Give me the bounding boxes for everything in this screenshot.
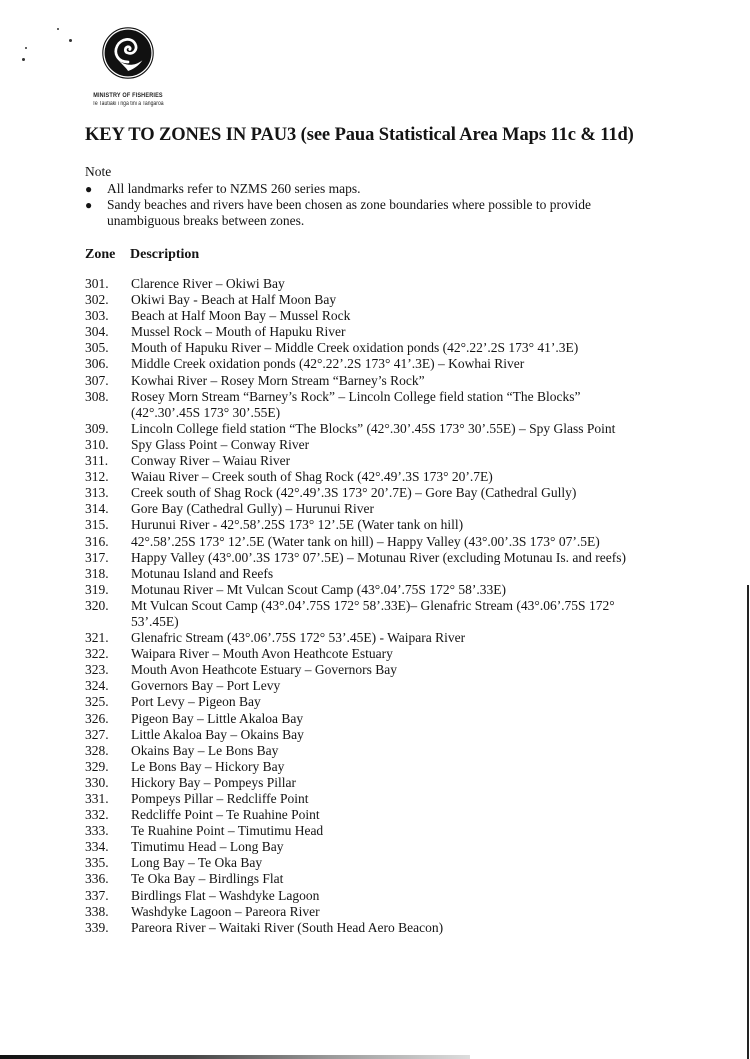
table-row (85, 566, 645, 582)
zone-number: 316. (85, 533, 109, 549)
scan-edge-line (0, 1055, 470, 1059)
zone-number: 336. (85, 871, 109, 887)
zone-number: 324. (85, 678, 109, 694)
zone-number: 310. (85, 436, 109, 452)
zone-description: Port Levy – Pigeon Bay (131, 694, 261, 710)
table-row (85, 630, 645, 646)
table-row (85, 485, 645, 501)
table-row (85, 694, 645, 710)
note-text: All landmarks refer to NZMS 260 series maps. (107, 181, 361, 196)
zone-description: Conway River – Waiau River (131, 453, 291, 469)
table-row (85, 501, 645, 517)
zone-description: Redcliffe Point – Te Ruahine Point (131, 807, 320, 823)
zone-description: Long Bay – Te Oka Bay (131, 855, 263, 871)
table-row (85, 437, 645, 453)
zone-list (85, 276, 645, 936)
table-row (85, 839, 645, 855)
table-row (85, 550, 645, 566)
zone-number: 325. (85, 694, 109, 710)
zone-number: 320. (85, 597, 109, 613)
zone-description: Lincoln College field station “The Blocks” (42°.30’.45S 173° 30’.55E) – Spy Glass Point (131, 420, 616, 436)
table-row (85, 855, 645, 871)
zone-description: Hurunui River - 42°.58’.25S 173° 12’.5E (Water tank on hill) (131, 517, 464, 533)
table-row (85, 469, 645, 485)
zone-description: Middle Creek oxidation ponds (42°.22’.2S 173° 41’.3E) – Kowhai River (131, 356, 525, 372)
zone-number: 315. (85, 517, 109, 533)
zone-description: Mouth Avon Heathcote Estuary – Governors Bay (131, 662, 397, 678)
table-row (85, 727, 645, 743)
zone-number: 314. (85, 501, 109, 517)
note-item (85, 181, 645, 197)
zone-description: Beach at Half Moon Bay – Mussel Rock (131, 308, 351, 324)
zone-description: Okains Bay – Le Bons Bay (131, 742, 279, 758)
zone-number: 308. (85, 388, 109, 404)
table-row (85, 292, 645, 308)
scan-speck (25, 47, 27, 49)
zone-number: 338. (85, 903, 109, 919)
table-row (85, 340, 645, 356)
koru-fish-logo-icon (101, 26, 155, 80)
scan-speck (69, 39, 72, 42)
table-row (85, 807, 645, 823)
table-row (85, 308, 645, 324)
zone-number: 334. (85, 839, 109, 855)
table-row (85, 678, 645, 694)
note-item (85, 197, 645, 229)
column-header-description: Description (130, 247, 200, 262)
zone-description: Motunau Island and Reefs (131, 565, 274, 581)
table-row (85, 421, 645, 437)
zone-description: Okiwi Bay - Beach at Half Moon Bay (131, 292, 337, 308)
zone-number: 335. (85, 855, 109, 871)
zone-description: Timutimu Head – Long Bay (131, 839, 284, 855)
zone-description: Mouth of Hapuku River – Middle Creek oxidation ponds (42°.22’.2S 173° 41’.3E) (131, 340, 579, 356)
table-row (85, 646, 645, 662)
zone-number: 305. (85, 340, 109, 356)
zone-number: 313. (85, 485, 109, 501)
note-label: Note (85, 164, 112, 179)
zone-number: 326. (85, 710, 109, 726)
table-row (85, 324, 645, 340)
table-row (85, 775, 645, 791)
scan-edge-line (747, 585, 749, 1059)
zone-description: Pigeon Bay – Little Akaloa Bay (131, 710, 304, 726)
zone-description: Mt Vulcan Scout Camp (43°.04’.75S 172° 58’.33E)– Glenafric Stream (43°.06’.75S 172° 53’.45E) (131, 597, 615, 629)
table-row (85, 823, 645, 839)
table-row (85, 534, 645, 550)
scan-speck (22, 58, 25, 61)
zone-number: 317. (85, 549, 109, 565)
ministry-logo-block (78, 26, 178, 107)
table-row (85, 871, 645, 887)
zone-number: 329. (85, 758, 109, 774)
zone-description: Washdyke Lagoon – Pareora River (131, 903, 320, 919)
scan-speck (57, 28, 59, 30)
zone-number: 327. (85, 726, 109, 742)
zone-number: 337. (85, 887, 109, 903)
zone-number: 318. (85, 565, 109, 581)
zone-description: Creek south of Shag Rock (42°.49’.3S 173° 20’.7E) – Gore Bay (Cathedral Gully) (131, 485, 577, 501)
bullet-icon: ● (85, 198, 93, 212)
table-row (85, 791, 645, 807)
table-row (85, 517, 645, 533)
zone-description: Waipara River – Mouth Avon Heathcote Estuary (131, 646, 393, 662)
table-row (85, 920, 645, 936)
zone-description: Gore Bay (Cathedral Gully) – Hurunui River (131, 501, 374, 517)
table-row (85, 373, 645, 389)
zone-number: 321. (85, 630, 109, 646)
table-row (85, 582, 645, 598)
zone-description: Motunau River – Mt Vulcan Scout Camp (43°.04’.75S 172° 58’.33E) (131, 581, 506, 597)
table-row (85, 711, 645, 727)
zone-description: Hickory Bay – Pompeys Pillar (131, 774, 296, 790)
zone-description: Happy Valley (43°.00’.3S 173° 07’.5E) – Motunau River (excluding Motunau Is. and reefs) (131, 549, 626, 565)
zone-description: Waiau River – Creek south of Shag Rock (42°.49’.3S 173° 20’.7E) (131, 469, 493, 485)
table-row (85, 662, 645, 678)
zone-description: 42°.58’.25S 173° 12’.5E (Water tank on hill) – Happy Valley (43°.00’.3S 173° 07’.5E) (131, 533, 600, 549)
table-row (85, 356, 645, 372)
zone-number: 303. (85, 308, 109, 324)
zone-number: 311. (85, 453, 109, 469)
table-row (85, 598, 645, 630)
zone-description: Te Oka Bay – Birdlings Flat (131, 871, 284, 887)
table-row (85, 453, 645, 469)
zone-description: Rosey Morn Stream “Barney’s Rock” – Lincoln College field station “The Blocks” (42°.30’.45S 173° 30’.55E) (131, 388, 581, 420)
zone-number: 319. (85, 581, 109, 597)
zone-number: 302. (85, 292, 109, 308)
zone-description: Little Akaloa Bay – Okains Bay (131, 726, 304, 742)
zone-description: Glenafric Stream (43°.06’.75S 172° 53’.45E) - Waipara River (131, 630, 466, 646)
zone-number: 323. (85, 662, 109, 678)
zone-description: Birdlings Flat – Washdyke Lagoon (131, 887, 320, 903)
zone-number: 333. (85, 823, 109, 839)
zone-description: Mussel Rock – Mouth of Hapuku River (131, 324, 346, 340)
table-row (85, 759, 645, 775)
table-row (85, 743, 645, 759)
page-title: KEY TO ZONES IN PAU3 (see Paua Statistical Area Maps 11c & 11d) (85, 125, 634, 145)
table-row (85, 888, 645, 904)
zone-number: 322. (85, 646, 109, 662)
note-list (85, 181, 645, 229)
zone-number: 331. (85, 791, 109, 806)
zone-number: 304. (85, 324, 109, 340)
table-header (85, 247, 199, 263)
zone-description: Le Bons Bay – Hickory Bay (131, 758, 285, 774)
zone-description: Governors Bay – Port Levy (131, 678, 281, 694)
org-name: MINISTRY OF FISHERIES (93, 92, 163, 99)
table-row (85, 904, 645, 920)
zone-description: Pareora River – Waitaki River (South Head Aero Beacon) (131, 919, 444, 935)
zone-number: 339. (85, 919, 109, 935)
zone-number: 307. (85, 372, 109, 388)
note-text: Sandy beaches and rivers have been chosen as zone boundaries where possible to provide unambiguous breaks between zones. (107, 197, 591, 228)
zone-number: 309. (85, 420, 109, 436)
zone-description: Kowhai River – Rosey Morn Stream “Barney’s Rock” (131, 372, 425, 388)
column-header-zone: Zone (85, 247, 116, 262)
org-tagline: Te Tautiaki i nga tini a Tangaroa (92, 101, 164, 107)
zone-description: Clarence River – Okiwi Bay (131, 276, 285, 291)
zone-number: 306. (85, 356, 109, 372)
table-row (85, 389, 645, 421)
zone-number: 301. (85, 276, 109, 291)
zone-description: Spy Glass Point – Conway River (131, 436, 310, 452)
zone-description: Pompeys Pillar – Redcliffe Point (131, 791, 309, 806)
zone-number: 330. (85, 774, 109, 790)
bullet-icon: ● (85, 182, 93, 196)
zone-number: 312. (85, 469, 109, 485)
table-row (85, 276, 645, 292)
zone-number: 328. (85, 742, 109, 758)
zone-number: 332. (85, 807, 109, 823)
zone-description: Te Ruahine Point – Timutimu Head (131, 823, 324, 839)
